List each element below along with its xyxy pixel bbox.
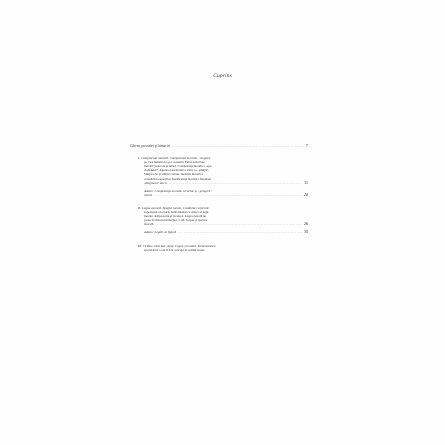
leader-dots [154,193,302,197]
section-text-line: speculativă a eticii. Un concept al ordinii totale. [144,247,205,252]
toc-section-3 [130,244,308,252]
section-text-line: morală: judecata şi falsul. Competenţa morală a „spe- [144,164,213,169]
toc-entry-intro [130,144,308,148]
section-text-line: morale. Adiposteria şi locuirea. Legea morală nu [144,214,207,219]
section-last-line: morală ..... 26 [130,222,308,226]
leader-dots [178,230,302,234]
section-heading: III. Ordine, libertate, timp. Legea şi modul. Dimensiunea [138,243,216,248]
toc-page-number: 20 [303,191,308,197]
section-text-line: Simţul etic şi simţul comun. Inelenţa morală a [144,172,203,177]
toc-page-number: 7 [305,143,308,148]
section-heading: I. Competenţa morală. Competenţa morală – singura [138,156,211,161]
section-text-line: poate fi obiectul inducţiei. J.-M. Guyau şi ipoteza [144,218,208,223]
leader-dots [155,222,301,226]
toc-section-2 [130,206,308,235]
section-text-line: superioară a locuirii. Individualul ca obiect al legii [144,210,209,215]
section-text-line: consultării experţilor. Insuficienţa morală a fenomen [144,176,211,181]
toc-page-number: 26 [303,221,308,227]
toc-sub-entry: Adaos: Legile ca figură ..... 35 [130,230,308,234]
table-of-contents [130,144,308,261]
page-title: Cuprins [213,73,232,79]
toc-page-number: 11 [303,179,308,185]
toc-section-1 [130,156,308,197]
section-last-line: „migrarea” eticii ..... 11 [130,181,308,185]
leader-dots [169,181,302,185]
toc-entry-label: Câteva precizări şi lămuriri [130,144,171,148]
section-heading: II. Legea morală. Spaţiul moral. Conduita ca formă [138,205,209,210]
toc-page-number: 35 [303,229,308,235]
section-text-line: cialistului”. Agonia paradoxală a eticii ca „ştiinţă”. [144,168,209,173]
toc-sub-entry: Adaos: Competenţa morală, ierarhie şi „progres” moral ..... 20 [130,189,308,197]
section-text-line: pe care nimeni nu şi-o contestă. Falsa autoritate [144,160,205,165]
leader-dots [172,144,304,148]
